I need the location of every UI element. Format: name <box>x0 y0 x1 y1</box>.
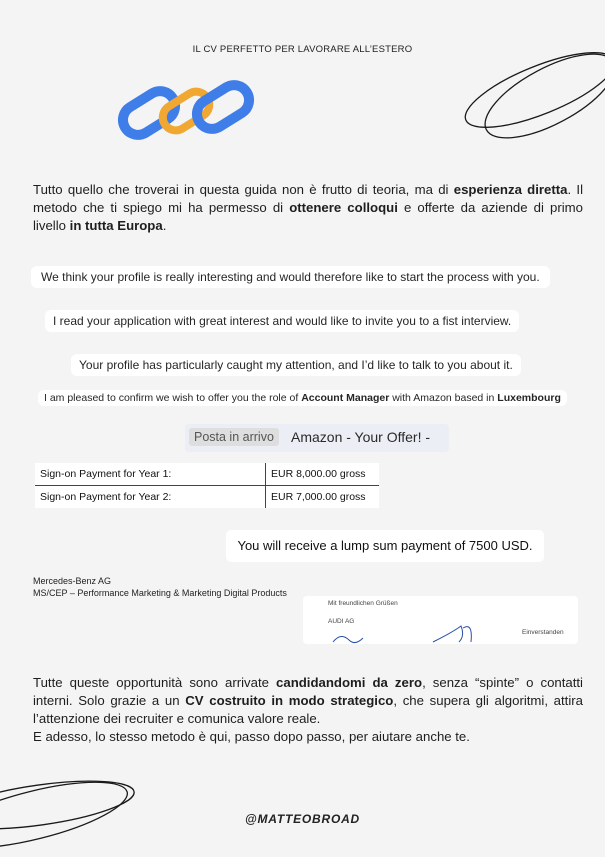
page-header-title: IL CV PERFETTO PER LAVORARE ALL’ESTERO <box>192 44 413 55</box>
audi-agreement: Einverstanden <box>522 629 564 636</box>
chain-link-icon <box>115 76 255 146</box>
audi-letter-snippet <box>303 596 578 644</box>
mercedes-company: Mercedes-Benz AG <box>33 576 112 586</box>
quote-caught-attention: Your profile has particularly caught my attention, and I’d like to talk to you about it. <box>71 354 521 376</box>
table-cell-value: EUR 7,000.00 gross <box>271 491 366 503</box>
table-row <box>35 463 379 486</box>
decorative-swirl-bottom <box>0 757 150 857</box>
table-cell-label: Sign-on Payment for Year 1: <box>35 463 266 486</box>
mail-inbox-item <box>185 424 449 452</box>
quote-invite-interview: I read your application with great interest and would like to invite you to a fist interview. <box>45 310 519 332</box>
mercedes-department: MS/CEP – Performance Marketing & Marketing Digital Products <box>33 588 287 598</box>
audi-greeting: Mit freundlichen Grüßen <box>328 600 398 607</box>
outro-paragraph: Tutte queste opportunità sono arrivate candidandomi da zero, senza “spinte” o contatti interni. Solo grazie a un CV costruito in modo strategico, che supera gli algoritmi, attira l’attenzione dei recruiter e comunica valore reale. E adesso, lo stesso metodo è qui, passo dopo passo, per aiutare anche te. <box>33 675 583 744</box>
sign-on-payment-table <box>35 463 379 508</box>
quote-amazon-offer: I am pleased to confirm we wish to offer you the role of Account Manager with Amazon based in Luxembourg <box>38 390 567 406</box>
table-row <box>35 486 379 509</box>
table-cell-label: Sign-on Payment for Year 2: <box>35 486 266 509</box>
handwritten-signature <box>303 596 578 644</box>
lump-sum-note: You will receive a lump sum payment of 7500 USD. <box>226 530 544 562</box>
audi-company: AUDI AG <box>328 618 355 625</box>
inbox-label: Posta in arrivo <box>189 428 279 446</box>
table-cell-value: EUR 8,000.00 gross <box>266 463 380 486</box>
author-handle: @MATTEOBROAD <box>244 812 361 826</box>
mail-subject: Amazon - Your Offer! - <box>291 429 431 445</box>
intro-paragraph: Tutto quello che troverai in questa guida non è frutto di teoria, ma di esperienza diretta. Il metodo che ti spiego mi ha permesso di ottenere colloqui e offerte da aziende di primo livello in tutta Europa. <box>33 182 584 233</box>
mercedes-signature <box>33 575 287 599</box>
quote-interesting-profile: We think your profile is really interesting and would therefore like to start the process with you. <box>31 266 550 288</box>
